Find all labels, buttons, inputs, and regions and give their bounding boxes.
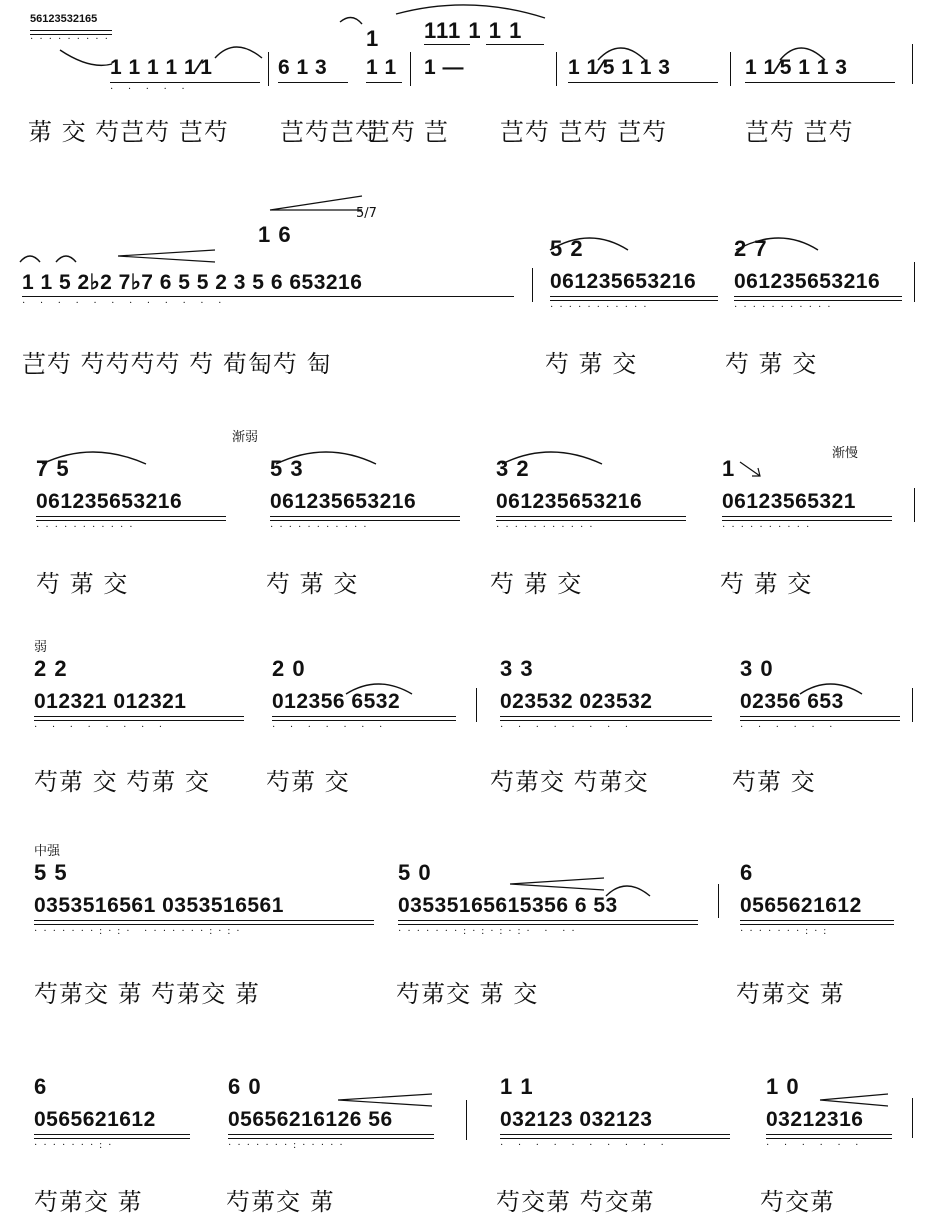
notation-upper: 1 1 xyxy=(500,1074,534,1099)
notation-lower: 6 1 3 xyxy=(278,56,328,79)
tablature: 芍苐交 苐 xyxy=(34,1188,143,1216)
tablature: 芑 xyxy=(424,118,449,146)
notation-lower: 1 1⁄5 1 1 3 xyxy=(568,56,671,79)
underline xyxy=(34,1134,190,1135)
notation-upper: 6 0 xyxy=(228,1074,262,1099)
octave-dots: · · · · · · · xyxy=(272,722,389,733)
notation-lower: 061235653216 xyxy=(496,490,643,513)
notation-lower: 012356 6532 xyxy=(272,690,401,713)
notation-upper: 5 5 xyxy=(34,860,68,885)
dynamic-gradually-soft: 渐弱 xyxy=(232,430,259,445)
tablature: 芑芍 xyxy=(366,118,416,146)
octave-dots: · · · · · xyxy=(110,84,191,95)
notation-lower: 1 1 xyxy=(366,56,397,79)
underline xyxy=(228,1134,434,1135)
tablature: 芑芍芑芍 xyxy=(280,118,380,146)
tablature: 芑芍 芍芍芍芍 芍 荀匋芍 匋 xyxy=(22,350,332,378)
notation-lower: 02356 653 xyxy=(740,690,844,713)
notation-lower: 023532 023532 xyxy=(500,690,653,713)
notation-upper: 3 2 xyxy=(496,456,530,481)
notation-upper: 6 xyxy=(34,1074,48,1099)
octave-dots: · · · · · · · · · · · · xyxy=(22,298,228,309)
octave-dots: ··········· xyxy=(550,302,653,313)
tablature: 芑芍 芑芍 xyxy=(745,118,854,146)
notation-lower: 061235653216 xyxy=(734,270,881,293)
octave-dots: · · · · · · · · xyxy=(34,722,169,733)
notation-lower: 1 1 1 1 1⁄1 xyxy=(110,56,213,79)
dynamic-medium-strong: 中强 xyxy=(34,844,61,859)
notation-upper: 1 xyxy=(722,456,736,481)
octave-dots: · · · · · · xyxy=(766,1140,865,1151)
notation-lower: 0565621612 xyxy=(34,1108,156,1131)
octave-dots: ··········· xyxy=(496,522,599,533)
tempo-gradually-slow: 渐慢 xyxy=(832,446,859,461)
notation-lower: 06123565321 xyxy=(722,490,856,513)
notation-upper: 5 3 xyxy=(270,456,304,481)
tablature: 芑芍 芑芍 芑芍 xyxy=(500,118,668,146)
tablature: 芍 苐 交 xyxy=(545,350,638,378)
tablature: 芍苐交 苐 交 xyxy=(396,980,539,1008)
underline xyxy=(500,1138,730,1139)
octave-dots: ·······:·:·:·:· · ·· xyxy=(398,926,581,937)
notation-lower: 1 1⁄5 1 1 3 xyxy=(745,56,848,79)
tablature: 芍苐交 苐 xyxy=(736,980,845,1008)
notation-upper: 7 5 xyxy=(36,456,70,481)
notation-lower: 0565621612 xyxy=(740,894,862,917)
notation-upper: 1 xyxy=(366,26,380,51)
notation-upper: 5 0 xyxy=(398,860,432,885)
underline xyxy=(766,1134,892,1135)
underline xyxy=(766,1138,892,1139)
intro-dots: ········· xyxy=(30,34,114,45)
intro-label: 56123532165 xyxy=(30,13,98,25)
notation-upper: 2 7 xyxy=(734,236,768,261)
notation-upper: 111 1 1 1 xyxy=(424,18,523,43)
notation-lower: 032123 032123 xyxy=(500,1108,653,1131)
notation-lower: 061235653216 xyxy=(36,490,183,513)
notation-upper: 3 3 xyxy=(500,656,534,681)
octave-dots: ··········· xyxy=(270,522,373,533)
notation-upper: 2 2 xyxy=(34,656,68,681)
notation-lower: 05656216126 56 xyxy=(228,1108,393,1131)
notation-lower: 061235653216 xyxy=(550,270,697,293)
notation-upper: 6 xyxy=(740,860,754,885)
notation-lower: 061235653216 xyxy=(270,490,417,513)
octave-dots: ··········· xyxy=(36,522,139,533)
barline xyxy=(912,1098,913,1138)
notation-lower: 012321 012321 xyxy=(34,690,187,713)
octave-dots: · · · · · · · · xyxy=(500,722,635,733)
underline xyxy=(228,1138,434,1139)
octave-dots: ·······:·:· ·······:·:· xyxy=(34,926,246,937)
notation-upper: 2 0 xyxy=(272,656,306,681)
notation-upper: 1 6 xyxy=(258,222,292,247)
tablature: 苐 交 芍芑芍 芑芍 xyxy=(28,118,229,146)
octave-dots: ·······:····· xyxy=(228,1140,349,1151)
tablature: 芍 苐 交 xyxy=(36,570,129,598)
notation-upper: 3 0 xyxy=(740,656,774,681)
octave-dots: ·········· xyxy=(722,522,816,533)
barline xyxy=(466,1100,467,1140)
tablature: 芍苐交 芍苐交 xyxy=(490,768,649,796)
octave-dots: ·······:·: xyxy=(740,926,833,937)
notation-lower: 1 1 5 2♭2 7♭7 6 5 5 2 3 5 6 653216 xyxy=(22,271,363,294)
dynamic-soft: 弱 xyxy=(34,640,48,655)
underline xyxy=(34,1138,190,1139)
tablature: 芍 苐 交 xyxy=(720,570,813,598)
tablature: 芍 苐 交 xyxy=(266,570,359,598)
tablature: 芍 苐 交 xyxy=(490,570,583,598)
notation-lower: 0353516561 0353516561 xyxy=(34,894,284,917)
underline xyxy=(500,1134,730,1135)
tablature: 芍苐交 苐 xyxy=(226,1188,335,1216)
notation-lower: 03535165615356 6 53 xyxy=(398,894,618,917)
octave-dots: · · · · · · · · · · xyxy=(500,1140,670,1151)
tablature: 芍苐 交 xyxy=(732,768,816,796)
tablature: 芍苐交 苐 芍苐交 苐 xyxy=(34,980,260,1008)
tablature: 芍 苐 交 xyxy=(725,350,818,378)
tablature: 芍交苐 xyxy=(760,1188,835,1216)
tablature: 芍苐 交 xyxy=(266,768,350,796)
tablature: 芍苐 交 芍苐 交 xyxy=(34,768,210,796)
notation-lower: 03212316 xyxy=(766,1108,864,1131)
notation-upper: 5 2 xyxy=(550,236,584,261)
notation-lower: 1 — xyxy=(424,56,465,79)
tablature: 芍交苐 芍交苐 xyxy=(496,1188,655,1216)
notation-upper: 1 0 xyxy=(766,1074,800,1099)
octave-dots: · · · · · · xyxy=(740,722,839,733)
octave-dots: ··········· xyxy=(734,302,837,313)
fraction-mark: 5/7 xyxy=(356,206,377,221)
octave-dots: ·······:· xyxy=(34,1140,118,1151)
